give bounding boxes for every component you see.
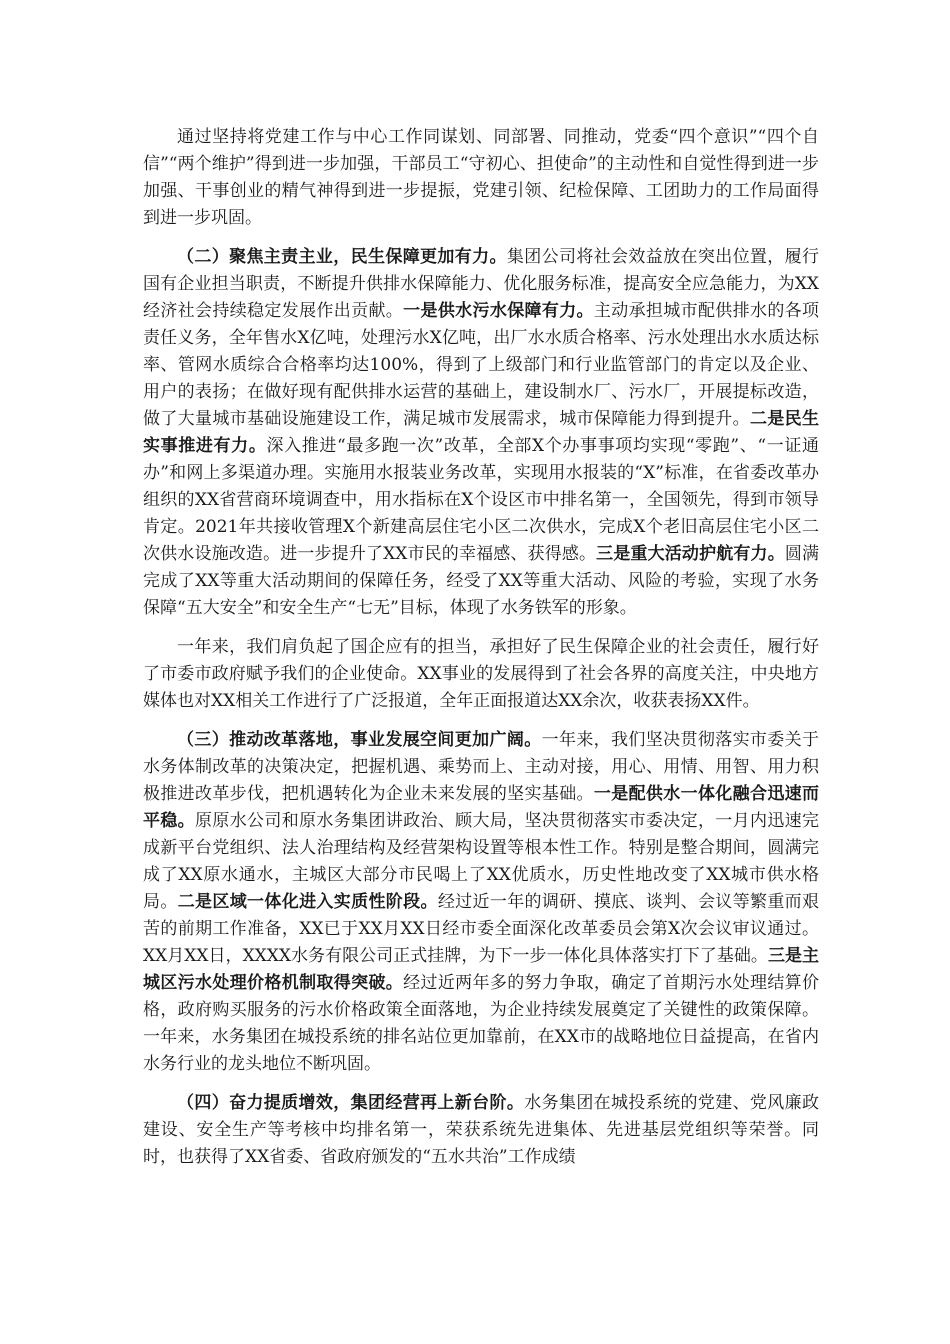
section-heading: （二）聚焦主责主业，民生保障更加有力。 — [177, 247, 507, 267]
section-heading: （四）奋力提质增效，集团经营再上新台阶。 — [177, 1093, 525, 1113]
point-heading: 三是主城区污水处理价格机制取得突破。 — [143, 946, 820, 993]
paragraph-text: 深入推进“最多跑一次”改革，全部X个办事事项均实现“零跑”、“一证通办”和网上多渠道办理。实施用水报装业务改革，实现用水报装的“X”标准，在省委改革办组织的XX省营商环境调查中，用水指标在X个设区市中排名第一，全国领先，得到市领导肯定。2021年共接收管理X个新建高层住宅小区二次供水，完成X个老旧高层住宅小区二次供水设施改造。进一步提升了XX市民的幸福感、获得感。 — [143, 436, 819, 564]
paragraph-text: 一年来，我们坚决贯彻落实市委关于水务体制改革的决策决定，把握机遇、乘势而上、主动对接，用心、用情、用智、用力积极推进改革步伐，把机遇转化为企业未来发展的坚实基础。 — [143, 730, 820, 804]
paragraph-section-4 — [143, 1090, 819, 1171]
paragraph-section-3 — [143, 727, 819, 1078]
document-page — [143, 124, 819, 1183]
paragraph-text: 集团公司将社会效益放在突出位置，履行国有企业担当职责，不断提升供排水保障能力、优化服务标准，提高安全应急能力，为XX经济社会持续稳定发展作出贡献。 — [143, 247, 820, 321]
paragraph-text: 一年来，我们肩负起了国企应有的担当，承担好了民生保障企业的社会责任，履行好了市委市政府赋予我们的企业使命。XX事业的发展得到了社会各界的高度关注，中央地方媒体也对XX相关工作进行了广泛报道，全年正面报道达XX余次，收获表扬XX件。 — [143, 637, 819, 711]
point-heading: 一是供水污水保障有力。 — [403, 301, 594, 321]
point-heading: 一是配供水一体化融合迅速而平稳。 — [143, 784, 820, 831]
point-heading: 二是民生实事推进有力。 — [143, 409, 820, 456]
section-heading: （三）推动改革落地，事业发展空间更加广阔。 — [177, 730, 542, 750]
paragraph-section-2 — [143, 244, 819, 622]
paragraph-text: 圆满完成了XX等重大活动期间的保障任务，经受了XX等重大活动、风险的考验，实现了水务保障“五大安全”和安全生产“七无”目标，体现了水务铁军的形象。 — [143, 544, 820, 618]
point-heading: 二是区域一体化进入实质性阶段。 — [177, 892, 438, 912]
paragraph-text: 水务集团在城投系统的党建、党风廉政建设、安全生产等考核中均排名第一，荣获系统先进集体、先进基层党组织等荣誉。同时，也获得了XX省委、省政府颁发的“五水共治”工作成绩 — [143, 1093, 820, 1167]
paragraph-year-review — [143, 634, 819, 715]
point-heading: 三是重大活动护航有力。 — [596, 544, 785, 564]
paragraph-text: 主动承担城市配供排水的各项责任义务，全年售水X亿吨，处理污水X亿吨，出厂水水质合格率、污水处理出水水质达标率、管网水质综合合格率均达100%，得到了上级部门和行业监管部门的肯定以及企业、用户的表扬；在做好现有配供排水运营的基础上，建设制水厂、污水厂，开展提标改造，做了大量城市基础设施建设工作，满足城市发展需求，城市保障能力得到提升。 — [143, 301, 820, 429]
paragraph-text: 原原水公司和原水务集团讲政治、顾大局，坚决贯彻落实市委决定，一月内迅速完成新平台党组织、法人治理结构及经营架构设置等根本性工作。特别是整合期间，圆满完成了XX原水通水，主城区大部分市民喝上了XX优质水，历史性地改变了XX城市供水格局。 — [143, 811, 820, 912]
paragraph-text: 通过坚持将党建工作与中心工作同谋划、同部署、同推动，党委“四个意识”“四个自信”“两个维护”得到进一步加强，干部员工“守初心、担使命”的主动性和自觉性得到进一步加强、干事创业的精气神得到进一步提振，党建引领、纪检保障、工团助力的工作局面得到进一步巩固。 — [143, 127, 819, 228]
paragraph-party-building-summary — [143, 124, 819, 232]
paragraph-text: 经过近两年多的努力争取，确定了首期污水处理结算价格，政府购买服务的污水价格政策全面落地，为企业持续发展奠定了关键性的政策保障。一年来，水务集团在城投系统的排名站位更加靠前，在XX市的战略地位日益提高，在省内水务行业的龙头地位不断巩固。 — [143, 973, 820, 1074]
paragraph-text: 经过近一年的调研、摸底、谈判、会议等繁重而艰苦的前期工作准备，XX已于XX月XX日经市委全面深化改革委员会第X次会议审议通过。XX月XX日，XXXX水务有限公司正式挂牌，为下一步一体化具体落实打下了基础。 — [143, 892, 820, 966]
